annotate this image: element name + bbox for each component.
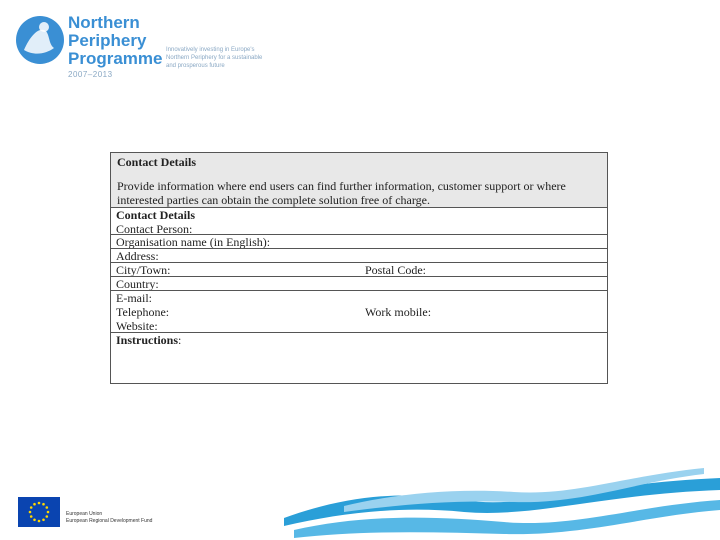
logo-wordmark — [68, 14, 162, 68]
logo-emblem-icon — [14, 14, 66, 66]
logo-line-1: Northern — [68, 13, 140, 32]
form-header-description: Provide information where end users can find further information, customer support or where interested parties can obtain the complete solution free of charge. — [117, 179, 566, 207]
postal-code-label[interactable]: Postal Code: — [365, 263, 427, 277]
programme-logo — [14, 14, 274, 86]
form-header-title: Contact Details — [117, 155, 196, 169]
section-title: Contact Details — [116, 208, 195, 222]
instructions-label: Instructions — [116, 333, 179, 347]
logo-line-3: Programme — [68, 49, 163, 68]
telephone-label[interactable]: Telephone: — [116, 305, 170, 319]
eu-stars-icon — [18, 497, 60, 527]
work-mobile-label[interactable]: Work mobile: — [365, 305, 432, 319]
address-label[interactable]: Address: — [116, 249, 159, 263]
instructions-colon: : — [178, 333, 182, 347]
logo-line-2: Periphery — [68, 31, 147, 50]
instructions-heading — [116, 333, 607, 347]
contact-channels-row — [111, 290, 607, 332]
eu-line-1: European Union — [66, 511, 103, 517]
instructions-row — [111, 332, 607, 383]
city-label[interactable]: City/Town: — [116, 263, 171, 277]
form-header — [111, 153, 607, 207]
contact-person-label[interactable]: Contact Person: — [116, 222, 193, 236]
eu-line-2: European Regional Development Fund — [66, 518, 153, 524]
contact-details-form — [110, 152, 608, 384]
org-name-label[interactable]: Organisation name (in English): — [116, 235, 271, 249]
logo-tagline: Innovatively investing in Europe's Northern Periphery for a sustainable and prosperous future — [166, 47, 263, 69]
contact-block — [111, 207, 607, 234]
country-row — [111, 276, 607, 290]
eu-flag-icon — [18, 497, 60, 527]
city-postal-row — [111, 262, 607, 276]
eu-caption — [66, 511, 152, 525]
website-label[interactable]: Website: — [116, 319, 158, 333]
address-row — [111, 248, 607, 262]
decorative-waves-icon — [284, 460, 720, 540]
country-label[interactable]: Country: — [116, 277, 159, 291]
email-label[interactable]: E-mail: — [116, 291, 152, 305]
logo-years: 2007–2013 — [68, 70, 113, 79]
org-name-row — [111, 234, 607, 248]
